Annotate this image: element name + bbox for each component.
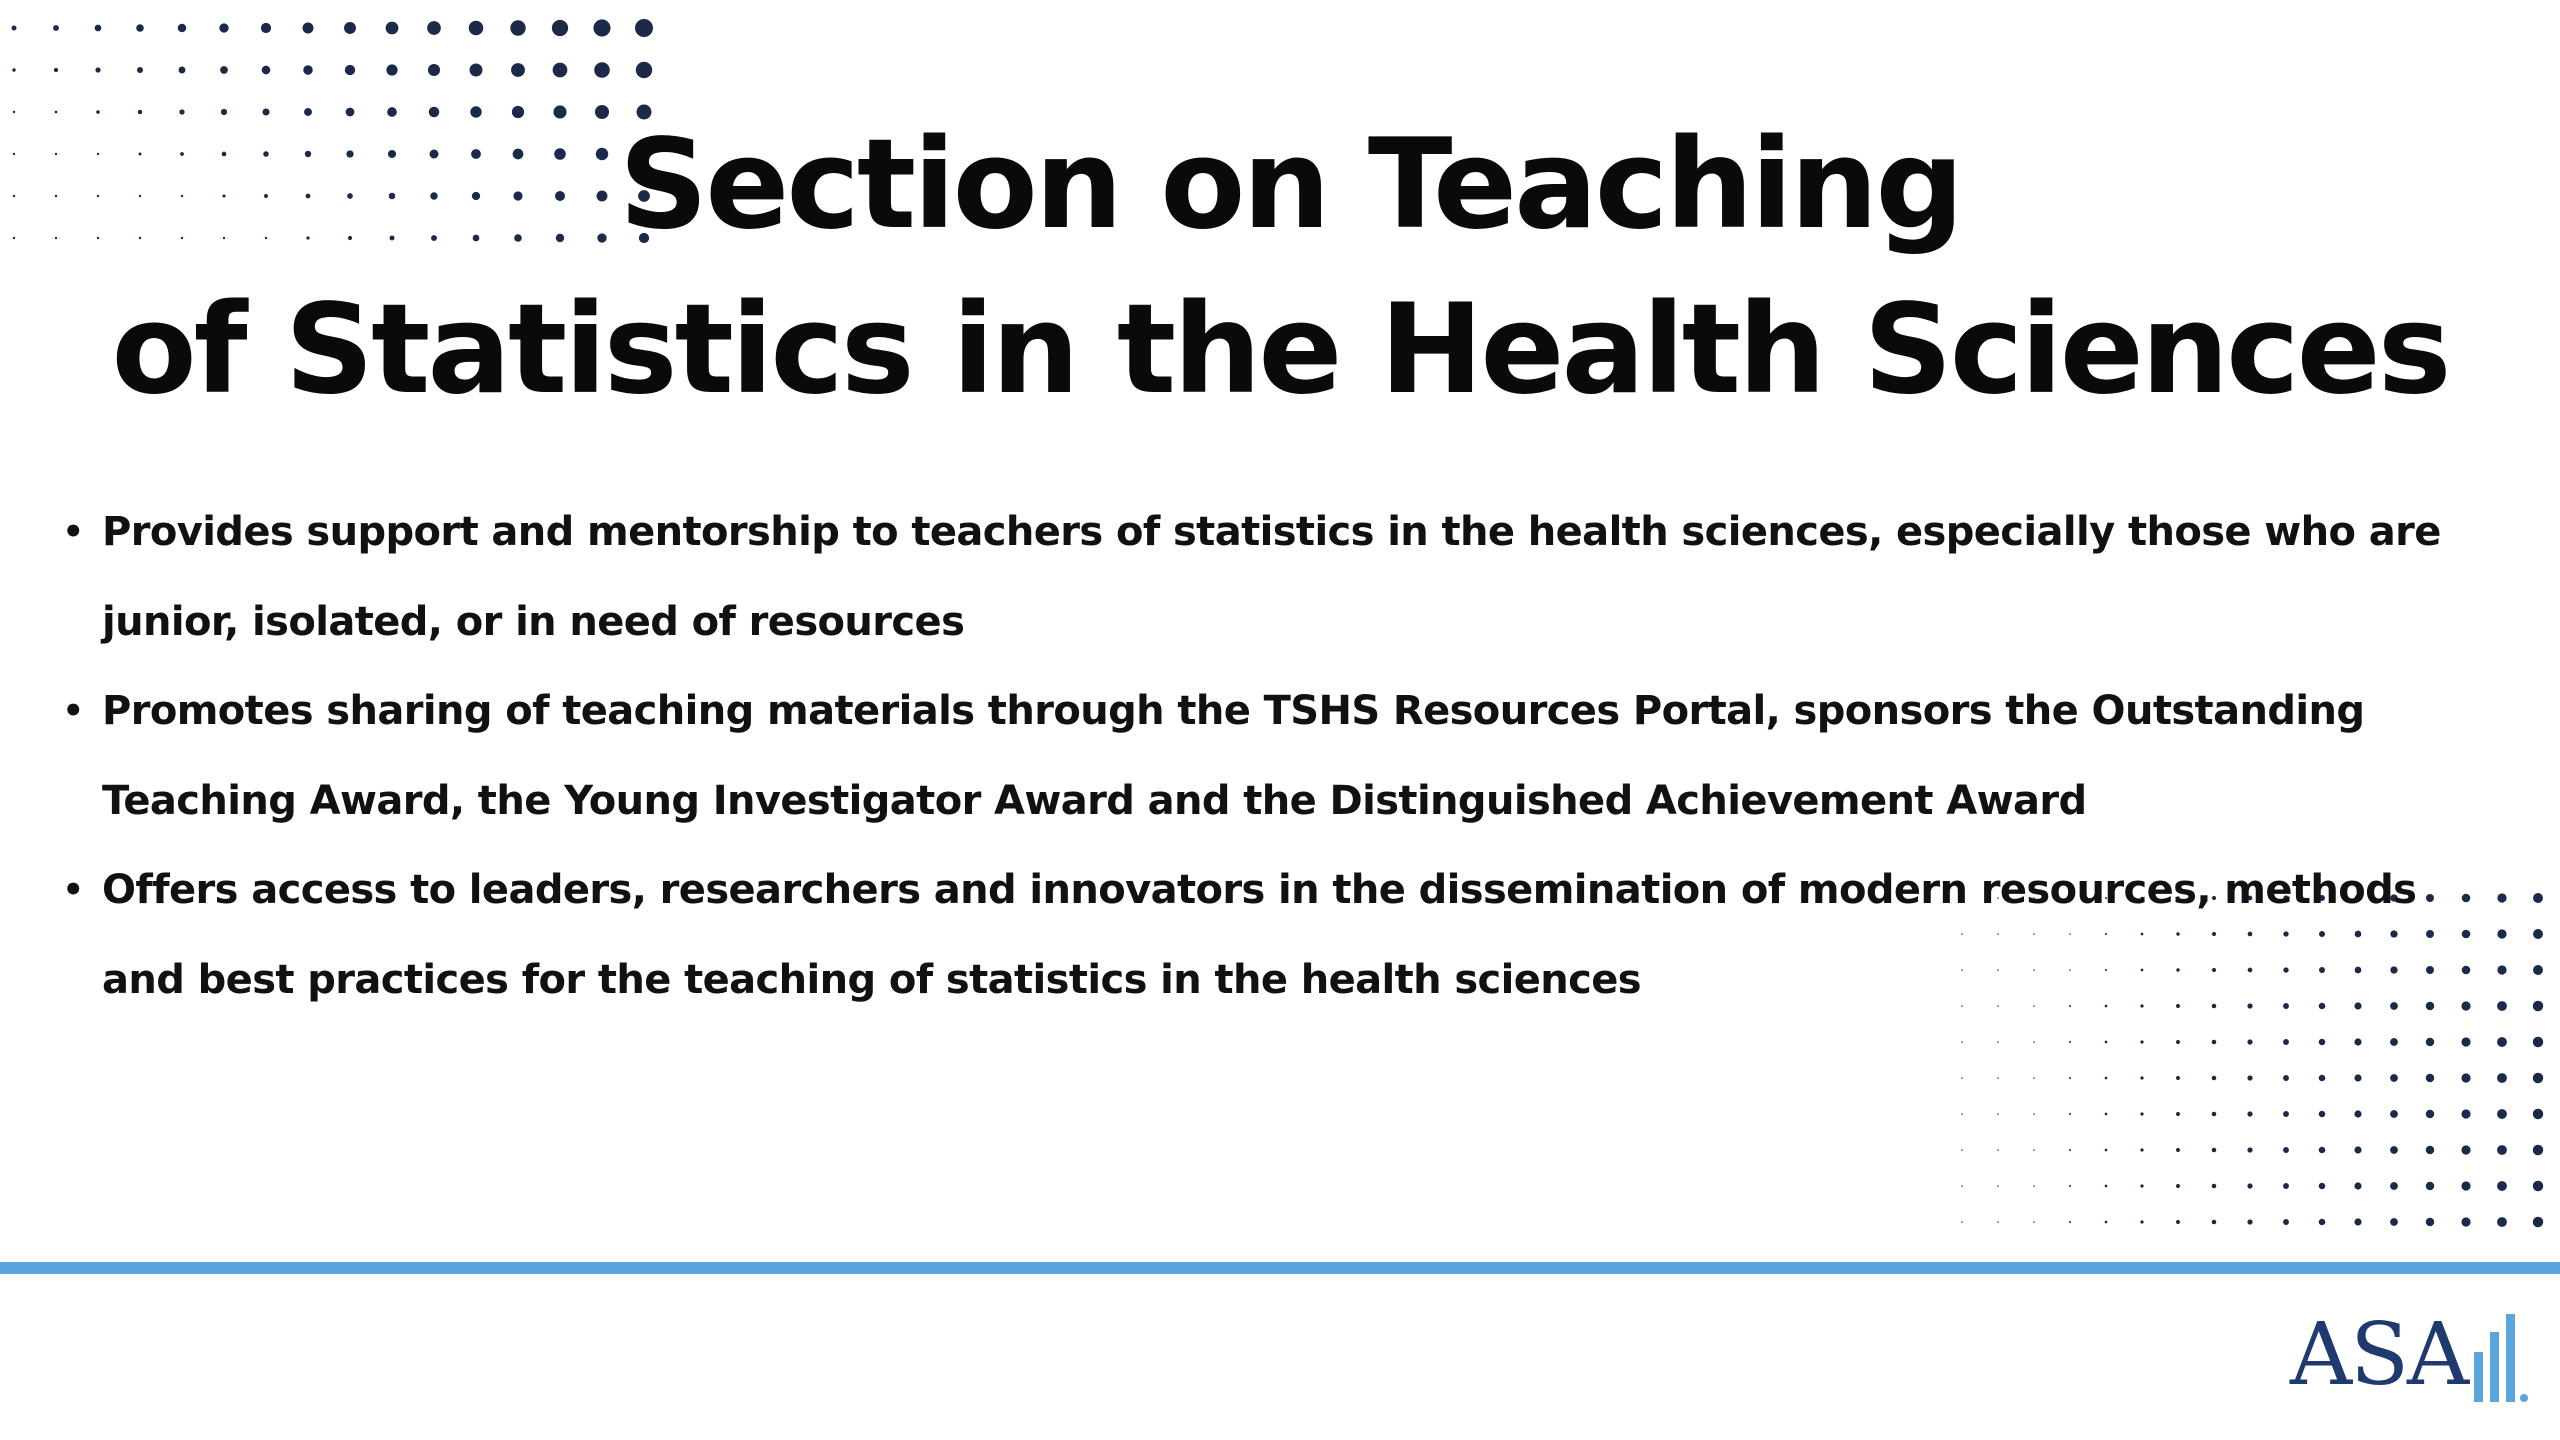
pattern-dot [2069,1221,2071,1223]
pattern-dot [2105,1185,2108,1188]
pattern-dot [594,62,610,78]
pattern-dot [2426,1146,2434,1154]
asa-logo [2290,1300,2530,1410]
pattern-dot [1961,1113,1963,1115]
bullet-item [58,488,2498,667]
logo-bars-icon [2468,1312,2532,1408]
pattern-dot [2426,1110,2434,1118]
pattern-dot [2033,1041,2035,1043]
pattern-dot [302,22,313,33]
pattern-dot [2069,1185,2071,1187]
pattern-dot [552,20,568,36]
pattern-dot [2390,1038,2398,1046]
pattern-dot [137,67,143,73]
pattern-dot [2105,1113,2108,1116]
pattern-dot [2497,893,2506,902]
pattern-dot [2533,1181,2543,1191]
pattern-dot [2533,929,2543,939]
pattern-dot [2176,1184,2180,1188]
pattern-dot [2426,1038,2434,1046]
pattern-dot [2140,1184,2143,1187]
pattern-dot [2212,1220,2217,1225]
pattern-dot [2140,1148,2143,1151]
pattern-dot [2319,1219,2326,1226]
pattern-dot [553,63,568,78]
pattern-dot [2533,1145,2543,1155]
pattern-dot [386,64,397,75]
pattern-dot [2319,1075,2326,1082]
pattern-dot [1997,1185,1999,1187]
pattern-dot [469,21,484,36]
pattern-dot [2319,1111,2326,1118]
pattern-dot [2212,1148,2217,1153]
pattern-dot [12,26,17,31]
pattern-dot [2212,1076,2217,1081]
pattern-dot [1961,1185,1963,1187]
pattern-dot [261,23,271,33]
pattern-dot [303,65,313,75]
pattern-dot [2176,1148,2180,1152]
pattern-dot [2140,1112,2143,1115]
pattern-dot [2033,1149,2035,1151]
pattern-dot [2426,1218,2434,1226]
pattern-dot [2390,1146,2398,1154]
pattern-dot [2497,1001,2507,1011]
pattern-dot [95,25,102,32]
pattern-dot [2390,1074,2398,1082]
title-line-2: of Statistics in the Health Sciences [111,278,2449,422]
logo-bar [2490,1332,2499,1402]
pattern-dot [1997,1077,1999,1079]
pattern-dot [344,22,356,34]
pattern-dot [2140,1220,2143,1223]
pattern-dot [2176,1220,2180,1224]
pattern-dot [2247,1039,2252,1044]
pattern-dot [2105,1149,2108,1152]
pattern-dot [428,64,440,76]
bullet-list [58,488,2498,1025]
pattern-dot [2533,965,2543,975]
logo-bar [2474,1352,2483,1402]
pattern-dot [2461,1145,2470,1154]
pattern-dot [2105,1041,2108,1044]
pattern-dot [2105,1077,2108,1080]
pattern-dot [1997,1041,1999,1043]
pattern-dot [345,65,355,75]
pattern-dot [2247,1075,2252,1080]
pattern-dot [2140,1040,2143,1043]
pattern-dot [2283,1219,2289,1225]
pattern-dot [2461,1073,2470,1082]
pattern-dot [2497,929,2506,938]
bullet-marker: • [62,691,84,731]
pattern-dot [220,66,228,74]
pattern-dot [2497,1037,2507,1047]
slide-title [0,105,2560,435]
pattern-dot [2533,893,2543,903]
pattern-dot [510,20,525,35]
pattern-dot [2247,1147,2252,1152]
pattern-dot [2140,1076,2143,1079]
pattern-dot [2319,1183,2326,1190]
pattern-dot [2390,1110,2398,1118]
pattern-dot [2176,1112,2180,1116]
pattern-dot [636,62,652,78]
bullet-item [58,846,2498,1025]
pattern-dot [2283,1075,2289,1081]
pattern-dot [12,68,15,71]
pattern-dot [2319,1039,2326,1046]
pattern-dot [2069,1113,2071,1115]
pattern-dot [2461,1109,2470,1118]
pattern-dot [2069,1149,2071,1151]
pattern-dot [2283,1111,2289,1117]
pattern-dot [2354,1038,2361,1045]
pattern-dot [2497,1217,2507,1227]
bullet-text: Promotes sharing of teaching materials through the TSHS Resources Portal, sponsors the Outstanding Teaching Award, the Young Investigator Award and the Distinguished Achievement Award [102,688,2365,824]
pattern-dot [2069,1077,2071,1079]
pattern-dot [386,22,399,35]
bullet-text: Offers access to leaders, researchers and innovators in the dissemination of modern resources, methods and best practices for the teaching of statistics in the health sciences [102,867,2417,1003]
pattern-dot [2354,1110,2361,1117]
pattern-dot [54,68,58,72]
pattern-dot [2033,1185,2035,1187]
pattern-dot [2533,1001,2543,1011]
pattern-dot [262,66,271,75]
pattern-dot [1961,1077,1963,1079]
pattern-dot [593,19,610,36]
pattern-dot [2105,1221,2108,1224]
pattern-dot [470,64,483,77]
pattern-dot [2247,1111,2252,1116]
pattern-dot [2212,1184,2217,1189]
pattern-dot [1997,1113,1999,1115]
pattern-dot [2497,1181,2507,1191]
pattern-dot [2426,1074,2434,1082]
pattern-dot [2069,1041,2071,1043]
pattern-dot [2497,1073,2507,1083]
pattern-dot [1961,1041,1963,1043]
pattern-dot [2176,1040,2180,1044]
pattern-dot [95,67,100,72]
pattern-dot [2390,1218,2398,1226]
pattern-dot [2354,1182,2361,1189]
pattern-dot [2533,1073,2543,1083]
pattern-dot [2354,1146,2361,1153]
pattern-dot [2497,1145,2507,1155]
pattern-dot [2319,1147,2326,1154]
accent-divider [0,1262,2560,1274]
pattern-dot [1997,1149,1999,1151]
pattern-dot [2033,1077,2035,1079]
pattern-dot [2461,1037,2470,1046]
pattern-dot [511,63,525,77]
pattern-dot [53,25,59,31]
pattern-dot [2283,1183,2289,1189]
bullet-text: Provides support and mentorship to teachers of statistics in the health sciences, especially those who are junior, isolated, or in need of resources [102,509,2441,645]
pattern-dot [635,19,653,37]
pattern-dot [2033,1113,2035,1115]
pattern-dot [179,67,186,74]
pattern-dot [2533,1109,2543,1119]
pattern-dot [2283,1039,2289,1045]
pattern-dot [2497,965,2506,974]
pattern-dot [136,24,144,32]
pattern-dot [2354,1218,2361,1225]
pattern-dot [427,21,441,35]
logo-bar [2506,1314,2515,1402]
pattern-dot [2533,1037,2543,1047]
pattern-dot [2212,1040,2217,1045]
pattern-dot [219,23,228,32]
bullet-marker: • [62,512,84,552]
bullet-item [58,667,2498,846]
pattern-dot [178,24,186,32]
logo-dot [2520,1394,2528,1402]
logo-text: ASA [2290,1305,2468,1405]
title-line-1: Section on Teaching [618,113,1962,257]
pattern-dot [2176,1076,2180,1080]
pattern-dot [2212,1112,2217,1117]
pattern-dot [2247,1183,2252,1188]
pattern-dot [1997,1221,1999,1223]
pattern-dot [2354,1074,2361,1081]
pattern-dot [2461,1181,2470,1190]
pattern-dot [2033,1221,2035,1223]
pattern-dot [2461,1217,2470,1226]
pattern-dot [1961,1221,1963,1223]
pattern-dot [2247,1219,2252,1224]
pattern-dot [2390,1182,2398,1190]
pattern-dot [1961,1149,1963,1151]
pattern-dot [2497,1109,2507,1119]
pattern-dot [2533,1217,2543,1227]
pattern-dot [2426,1182,2434,1190]
bullet-marker: • [62,870,84,910]
pattern-dot [2283,1147,2289,1153]
